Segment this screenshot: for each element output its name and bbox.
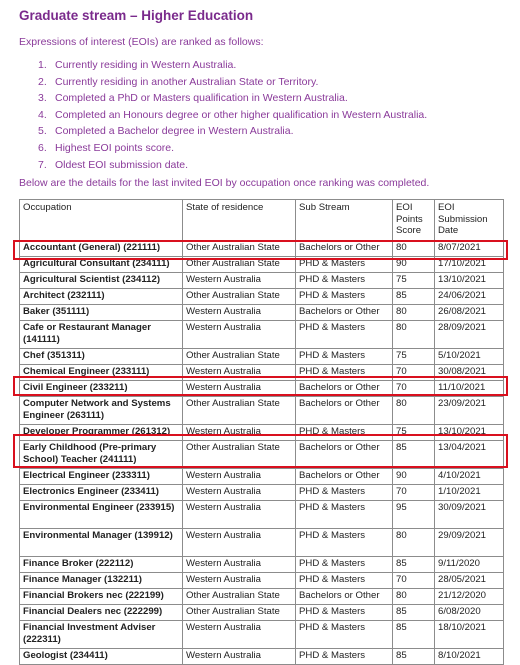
cell-state: Western Australia (183, 425, 296, 441)
cell-date: 13/04/2021 (435, 441, 504, 469)
cell-points: 75 (393, 349, 435, 365)
cell-occupation: Chemical Engineer (233111) (20, 365, 183, 381)
cell-occupation: Financial Investment Adviser (222311) (20, 621, 183, 649)
cell-occupation: Financial Dealers nec (222299) (20, 605, 183, 621)
ranking-criterion: 1. Currently residing in Western Australia. (38, 59, 237, 71)
cell-occupation: Finance Manager (132211) (20, 573, 183, 589)
ranking-intro: Expressions of interest (EOIs) are ranked as follows: (19, 36, 264, 48)
table-row (20, 469, 504, 485)
cell-occupation: Agricultural Consultant (234111) (20, 257, 183, 273)
cell-occupation: Electronics Engineer (233411) (20, 485, 183, 501)
section-heading: Graduate stream – Higher Education (19, 8, 254, 23)
cell-points: 90 (393, 469, 435, 485)
cell-date: 24/06/2021 (435, 289, 504, 305)
cell-date: 30/08/2021 (435, 365, 504, 381)
table-row (20, 321, 504, 349)
cell-points: 80 (393, 241, 435, 257)
header-state: State of residence (183, 200, 296, 241)
table-body (20, 241, 504, 665)
header-occupation: Occupation (20, 200, 183, 241)
cell-occupation: Accountant (General) (221111) (20, 241, 183, 257)
cell-date: 26/08/2021 (435, 305, 504, 321)
cell-occupation: Computer Network and Systems Engineer (263111) (20, 397, 183, 425)
table-row (20, 349, 504, 365)
cell-occupation: Civil Engineer (233211) (20, 381, 183, 397)
cell-sub-stream: PHD & Masters (296, 349, 393, 365)
cell-sub-stream: PHD & Masters (296, 321, 393, 349)
cell-date: 30/09/2021 (435, 501, 504, 529)
cell-state: Other Australian State (183, 241, 296, 257)
cell-date: 18/10/2021 (435, 621, 504, 649)
cell-date: 29/09/2021 (435, 529, 504, 557)
cell-occupation: Environmental Manager (139912) (20, 529, 183, 557)
cell-date: 1/10/2021 (435, 485, 504, 501)
header-sub-stream: Sub Stream (296, 200, 393, 241)
cell-state: Western Australia (183, 273, 296, 289)
cell-sub-stream: Bachelors or Other (296, 381, 393, 397)
cell-sub-stream: Bachelors or Other (296, 241, 393, 257)
cell-date: 4/10/2021 (435, 469, 504, 485)
table-row (20, 441, 504, 469)
cell-date: 9/11/2020 (435, 557, 504, 573)
cell-sub-stream: PHD & Masters (296, 289, 393, 305)
cell-points: 90 (393, 257, 435, 273)
cell-points: 85 (393, 557, 435, 573)
cell-points: 80 (393, 305, 435, 321)
table-row (20, 365, 504, 381)
table-header-row (20, 200, 504, 241)
cell-state: Western Australia (183, 621, 296, 649)
ranking-criterion: 6. Highest EOI points score. (38, 141, 175, 154)
cell-date: 8/07/2021 (435, 241, 504, 257)
cell-occupation: Finance Broker (222112) (20, 557, 183, 573)
cell-points: 85 (393, 441, 435, 469)
cell-state: Other Australian State (183, 441, 296, 469)
table-row (20, 381, 504, 397)
header-date: EOI Submission Date (435, 200, 504, 241)
cell-date: 8/10/2021 (435, 649, 504, 665)
cell-occupation: Cafe or Restaurant Manager (141111) (20, 321, 183, 349)
cell-state: Western Australia (183, 305, 296, 321)
cell-points: 70 (393, 381, 435, 397)
table-row (20, 573, 504, 589)
cell-points: 85 (393, 649, 435, 665)
table-row (20, 241, 504, 257)
ranking-criterion: 7. Oldest EOI submission date. (38, 158, 189, 171)
cell-occupation: Environmental Engineer (233915) (20, 501, 183, 529)
cell-date: 13/10/2021 (435, 273, 504, 289)
cell-points: 85 (393, 289, 435, 305)
cell-sub-stream: PHD & Masters (296, 425, 393, 441)
cell-occupation: Agricultural Scientist (234112) (20, 273, 183, 289)
cell-points: 85 (393, 605, 435, 621)
cell-state: Western Australia (183, 381, 296, 397)
table-row (20, 289, 504, 305)
cell-state: Western Australia (183, 469, 296, 485)
table-row (20, 529, 504, 557)
table-row (20, 605, 504, 621)
cell-occupation: Developer Programmer (261312) (20, 425, 183, 441)
cell-sub-stream: PHD & Masters (296, 529, 393, 557)
table-row (20, 425, 504, 441)
cell-sub-stream: Bachelors or Other (296, 589, 393, 605)
cell-date: 5/10/2021 (435, 349, 504, 365)
cell-sub-stream: PHD & Masters (296, 501, 393, 529)
cell-sub-stream: PHD & Masters (296, 605, 393, 621)
cell-state: Western Australia (183, 365, 296, 381)
cell-points: 85 (393, 621, 435, 649)
cell-sub-stream: PHD & Masters (296, 573, 393, 589)
ranking-criterion: 4. Completed an Honours degree or other higher qualification in Western Australia. (38, 108, 428, 121)
cell-occupation: Financial Brokers nec (222199) (20, 589, 183, 605)
ranking-criterion: 3. Completed a PhD or Masters qualification in Western Australia. (38, 92, 348, 105)
cell-occupation: Architect (232111) (20, 289, 183, 305)
cell-points: 75 (393, 273, 435, 289)
cell-date: 13/10/2021 (435, 425, 504, 441)
cell-sub-stream: PHD & Masters (296, 365, 393, 381)
ranking-criterion: 5. Completed a Bachelor degree in Western Australia. (38, 125, 294, 138)
ranking-criterion: 2. Currently residing in another Australian State or Territory. (38, 75, 319, 88)
cell-sub-stream: PHD & Masters (296, 273, 393, 289)
cell-occupation: Electrical Engineer (233311) (20, 469, 183, 485)
cell-date: 28/09/2021 (435, 321, 504, 349)
table-intro: Below are the details for the last invited EOI by occupation once ranking was completed. (19, 177, 430, 189)
table-row (20, 557, 504, 573)
cell-points: 80 (393, 321, 435, 349)
cell-sub-stream: PHD & Masters (296, 257, 393, 273)
cell-state: Other Australian State (183, 605, 296, 621)
cell-date: 23/09/2021 (435, 397, 504, 425)
cell-points: 70 (393, 485, 435, 501)
header-points: EOI Points Score (393, 200, 435, 241)
table-row (20, 257, 504, 273)
cell-sub-stream: PHD & Masters (296, 621, 393, 649)
cell-sub-stream: Bachelors or Other (296, 397, 393, 425)
cell-points: 70 (393, 365, 435, 381)
cell-state: Western Australia (183, 557, 296, 573)
cell-date: 11/10/2021 (435, 381, 504, 397)
table-row (20, 621, 504, 649)
cell-state: Other Australian State (183, 349, 296, 365)
cell-sub-stream: PHD & Masters (296, 649, 393, 665)
occupation-table (19, 199, 504, 665)
cell-state: Western Australia (183, 321, 296, 349)
table-row (20, 397, 504, 425)
cell-state: Western Australia (183, 649, 296, 665)
cell-date: 17/10/2021 (435, 257, 504, 273)
table-row (20, 649, 504, 665)
cell-state: Western Australia (183, 501, 296, 529)
cell-points: 80 (393, 397, 435, 425)
cell-points: 95 (393, 501, 435, 529)
cell-sub-stream: Bachelors or Other (296, 441, 393, 469)
cell-points: 80 (393, 529, 435, 557)
cell-state: Western Australia (183, 573, 296, 589)
cell-occupation: Chef (351311) (20, 349, 183, 365)
table-row (20, 501, 504, 529)
cell-sub-stream: Bachelors or Other (296, 469, 393, 485)
cell-sub-stream: PHD & Masters (296, 557, 393, 573)
cell-occupation: Geologist (234411) (20, 649, 183, 665)
table-row (20, 485, 504, 501)
cell-state: Other Australian State (183, 289, 296, 305)
cell-date: 6/08/2020 (435, 605, 504, 621)
cell-sub-stream: Bachelors or Other (296, 305, 393, 321)
table-row (20, 305, 504, 321)
cell-state: Other Australian State (183, 397, 296, 425)
cell-sub-stream: PHD & Masters (296, 485, 393, 501)
cell-points: 80 (393, 589, 435, 605)
table-row (20, 273, 504, 289)
cell-date: 28/05/2021 (435, 573, 504, 589)
cell-state: Western Australia (183, 485, 296, 501)
cell-state: Other Australian State (183, 257, 296, 273)
ranking-criteria-list (38, 57, 427, 173)
cell-state: Western Australia (183, 529, 296, 557)
cell-date: 21/12/2020 (435, 589, 504, 605)
cell-points: 75 (393, 425, 435, 441)
cell-occupation: Early Childhood (Pre-primary School) Teacher (241111) (20, 441, 183, 469)
cell-state: Other Australian State (183, 589, 296, 605)
table-row (20, 589, 504, 605)
cell-points: 70 (393, 573, 435, 589)
cell-occupation: Baker (351111) (20, 305, 183, 321)
